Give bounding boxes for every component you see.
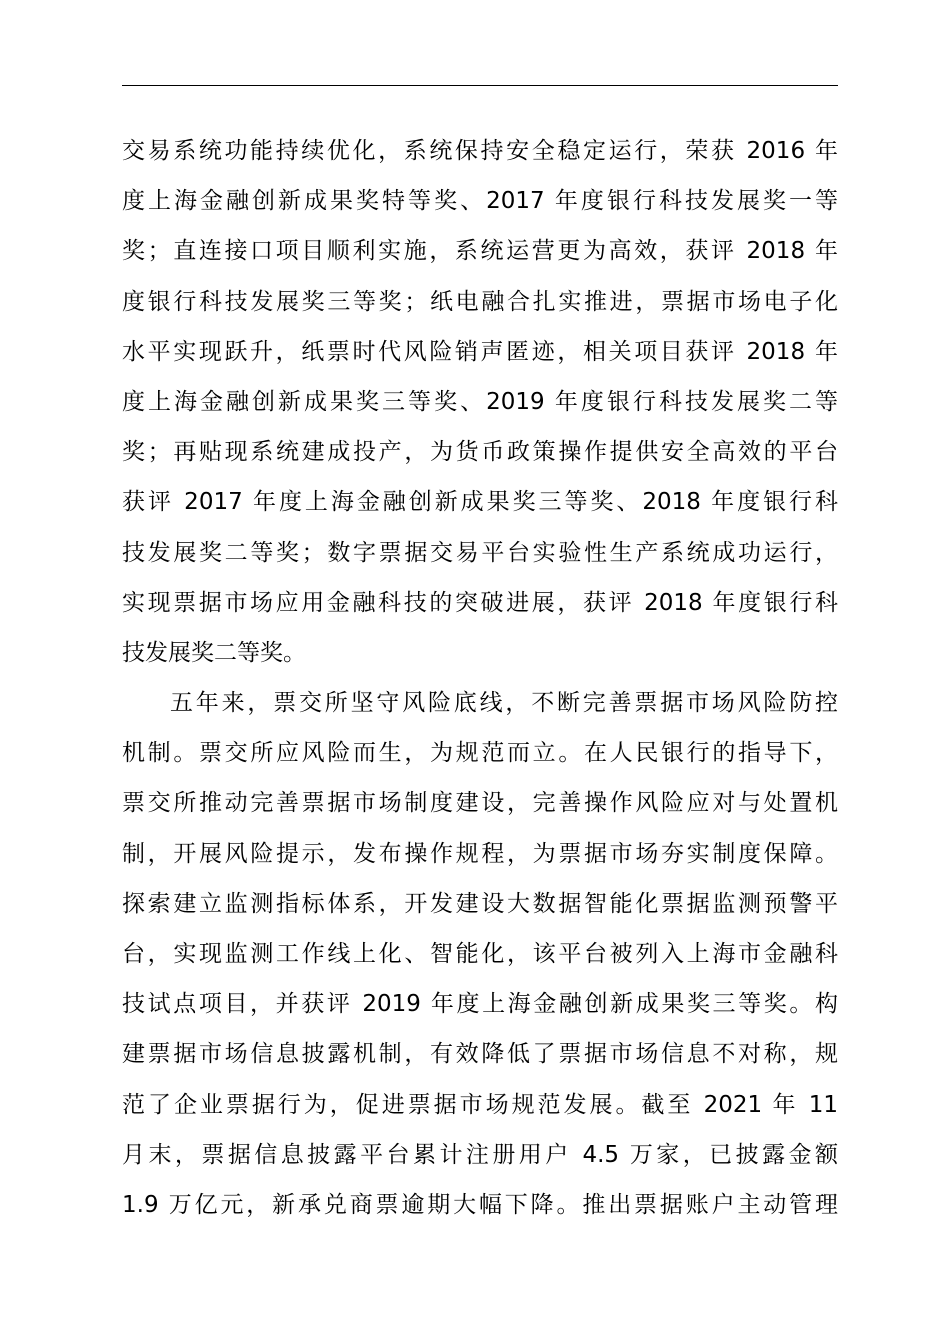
text-line: 度上海金融创新成果奖三等奖、2019 年度银行科技发展奖二等 xyxy=(122,388,838,415)
text-line: 1.9 万亿元，新承兑商票逾期大幅下降。推出票据账户主动管理 xyxy=(122,1191,838,1218)
text-line: 奖；再贴现系统建成投产，为货币政策操作提供安全高效的平台 xyxy=(122,439,838,466)
text-line: 范了企业票据行为，促进票据市场规范发展。截至 2021 年 11 xyxy=(122,1091,838,1118)
text-line: 台，实现监测工作线上化、智能化，该平台被列入上海市金融科 xyxy=(122,941,838,967)
text-line: 技发展奖二等奖；数字票据交易平台实验性生产系统成功运行， xyxy=(122,539,838,566)
text-line: 度上海金融创新成果奖特等奖、2017 年度银行科技发展奖一等 xyxy=(122,188,838,215)
text-line: 制，开展风险提示，发布操作规程，为票据市场夯实制度保障。 xyxy=(122,840,838,867)
text-line: 技试点项目，并获评 2019 年度上海金融创新成果奖三等奖。构 xyxy=(122,991,838,1018)
text-line-paragraph-start: 五年来，票交所坚守风险底线，不断完善票据市场风险防控 xyxy=(170,690,838,717)
text-line: 票交所推动完善票据市场制度建设，完善操作风险应对与处置机 xyxy=(122,790,838,817)
text-line: 水平实现跃升，纸票时代风险销声匿迹，相关项目获评 2018 年 xyxy=(122,338,838,365)
text-line: 月末，票据信息披露平台累计注册用户 4.5 万家，已披露金额 xyxy=(122,1141,838,1168)
text-line: 探索建立监测指标体系，开发建设大数据智能化票据监测预警平 xyxy=(122,890,838,917)
text-line: 奖；直连接口项目顺利实施，系统运营更为高效，获评 2018 年 xyxy=(122,238,838,265)
text-line: 获评 2017 年度上海金融创新成果奖三等奖、2018 年度银行科 xyxy=(122,489,838,516)
text-line: 交易系统功能持续优化，系统保持安全稳定运行，荣获 2016 年 xyxy=(122,138,838,164)
body-text xyxy=(122,126,838,1230)
text-line: 建票据市场信息披露机制，有效降低了票据市场信息不对称，规 xyxy=(122,1041,838,1068)
text-line: 机制。票交所应风险而生，为规范而立。在人民银行的指导下， xyxy=(122,740,838,767)
text-line-paragraph-end: 技发展奖二等奖。 xyxy=(122,639,306,666)
header-rule xyxy=(122,85,838,86)
text-line: 实现票据市场应用金融科技的突破进展，获评 2018 年度银行科 xyxy=(122,589,838,616)
text-line: 度银行科技发展奖三等奖；纸电融合扎实推进，票据市场电子化 xyxy=(122,288,838,315)
